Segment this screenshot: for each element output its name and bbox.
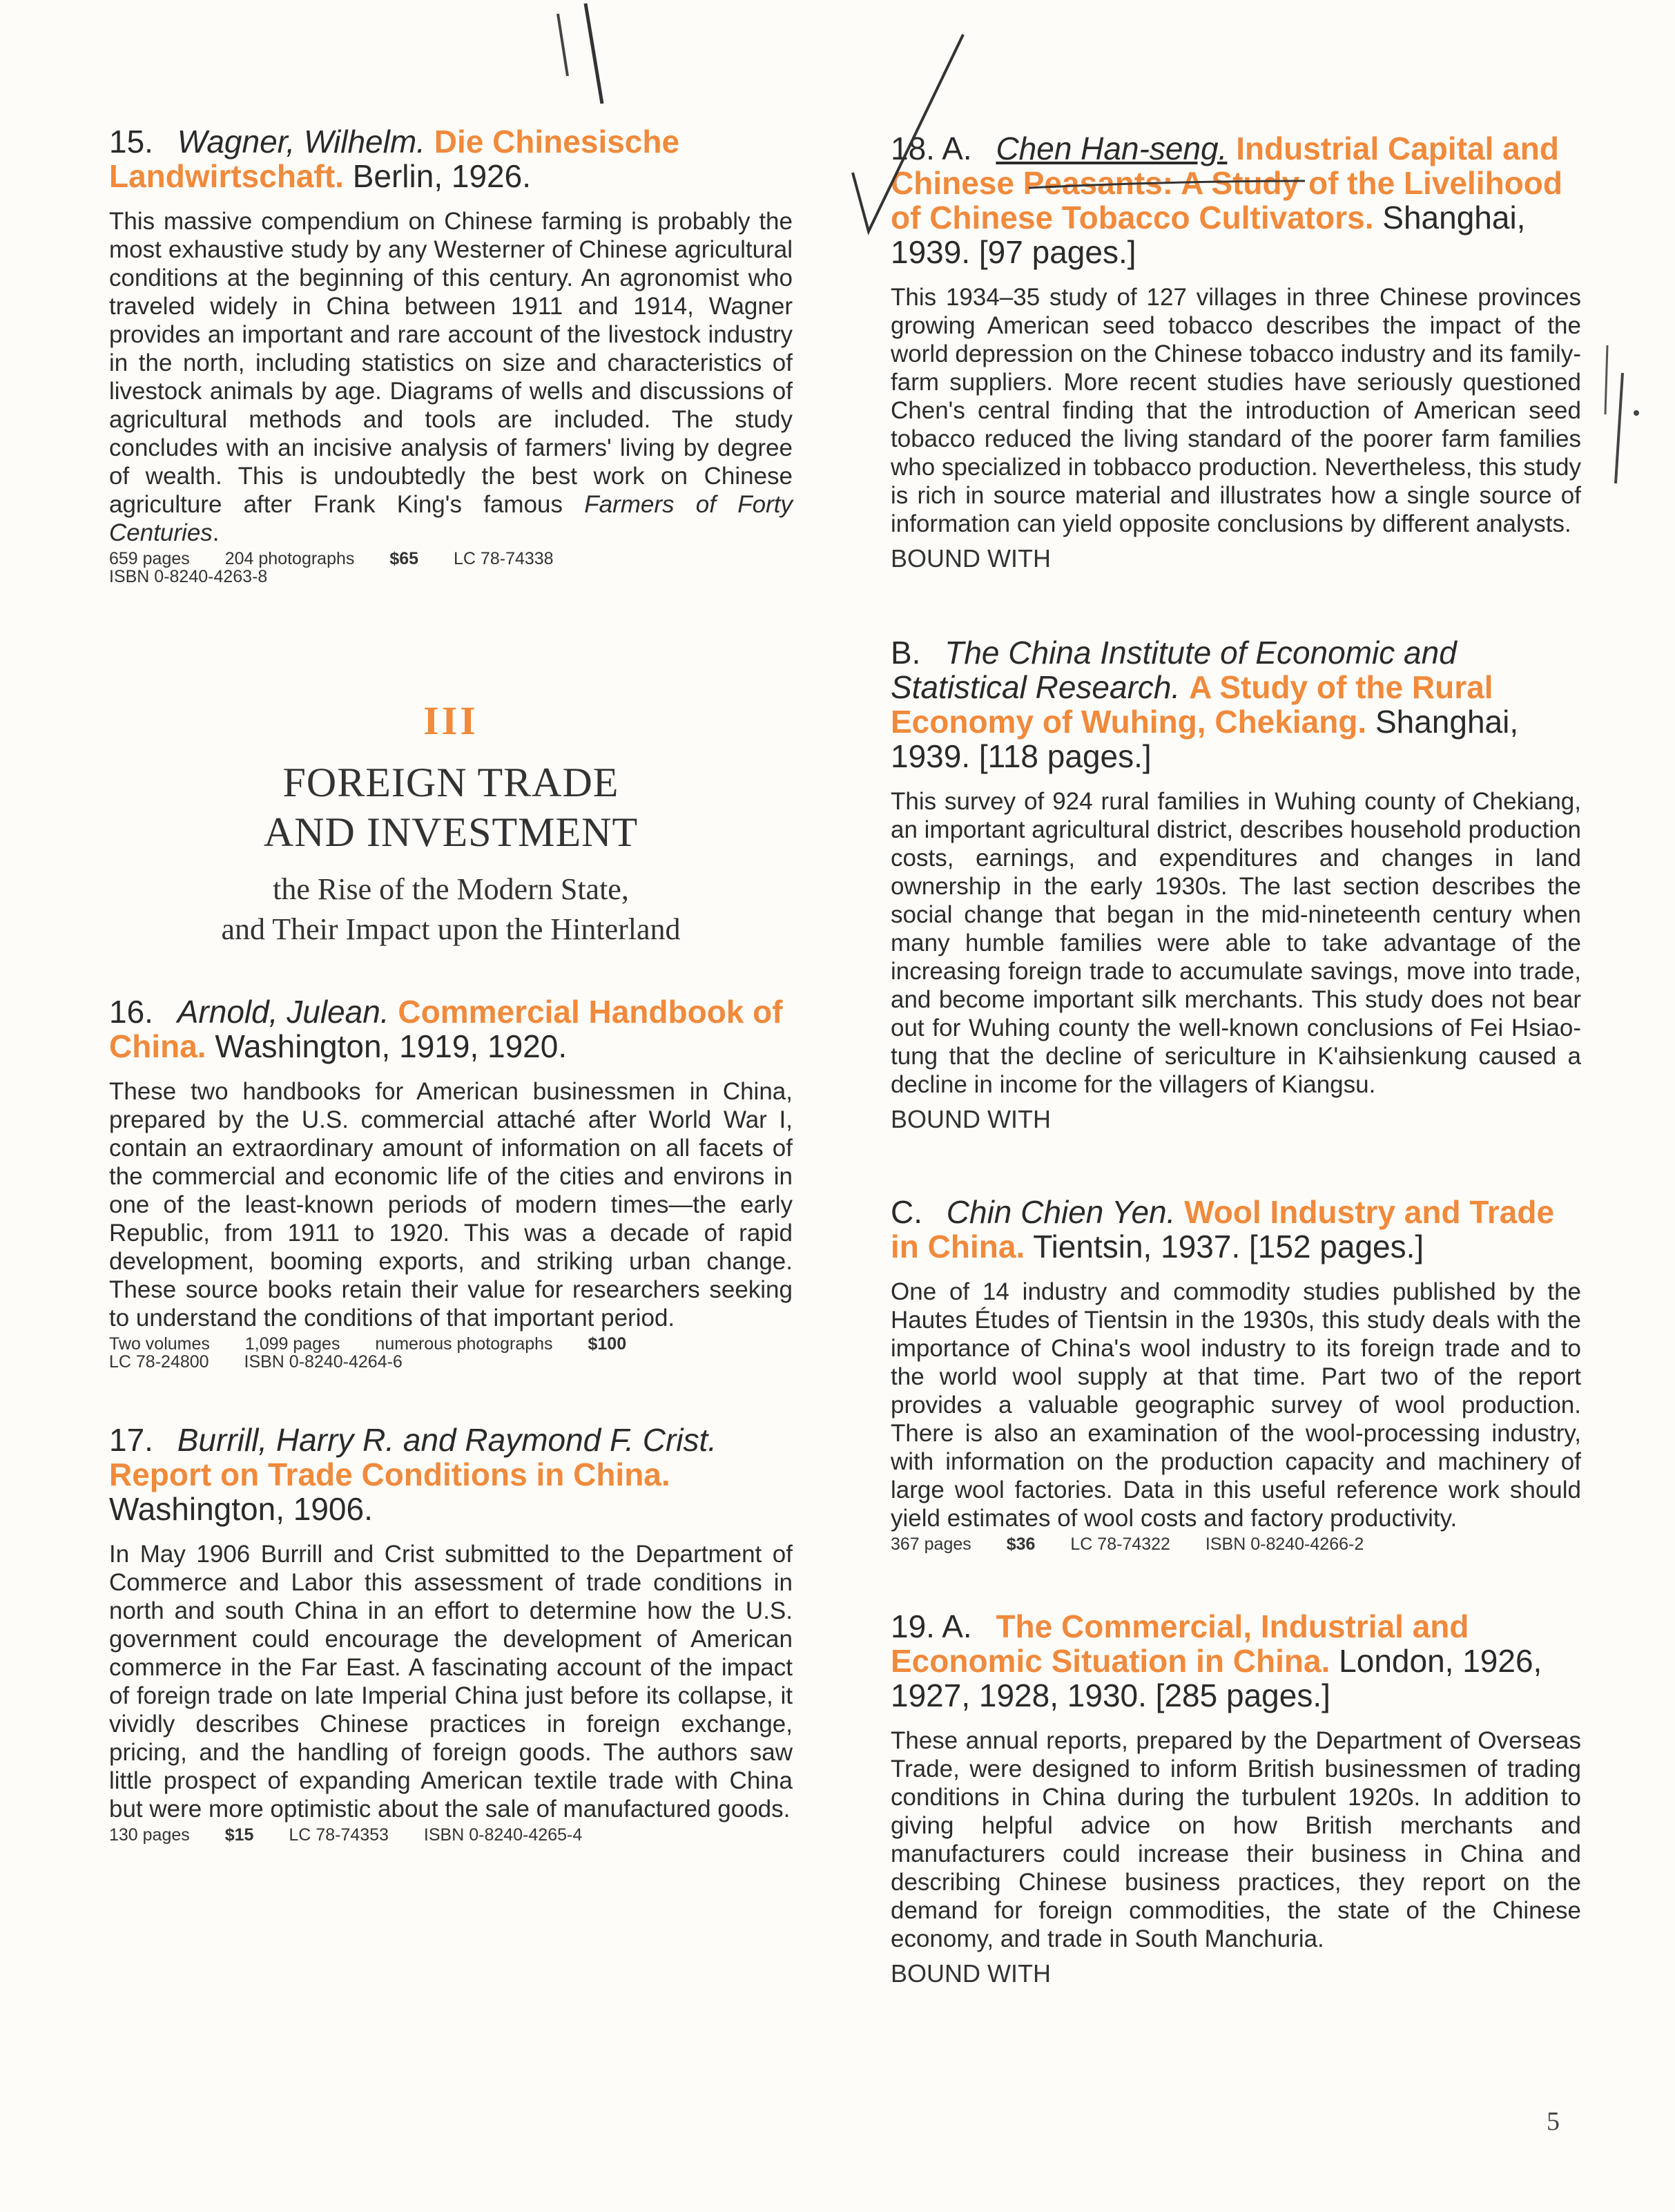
entry-19a <box>891 1609 1581 1988</box>
page-number: 5 <box>1547 2107 1560 2136</box>
price: $65 <box>389 549 419 568</box>
entry-heading <box>109 994 793 1064</box>
lc-number: LC 78-74338 <box>454 549 554 568</box>
entry-title: Commercial Handbook of China. <box>109 994 783 1064</box>
section-title: FOREIGN TRADE <box>282 760 619 805</box>
entry-description <box>109 207 793 547</box>
description-text: This massive compendium on Chinese farming is probably the most exhaustive study by any Westerner of Chinese agricultural conditions at the beginning of this century. An agronomist who traveled widely in China between 1911 and 1914, Wagner provides an important and rare account of the livestock industry in the north, including statistics on size and characteristics of livestock animals by age. Diagrams of wells and discussions of agricultural methods and tools are included. The study concludes with an incisive analysis of farmers' living by degree of wealth. This is undoubtedly the best work on Chinese agriculture after Frank King's famous <box>109 208 793 518</box>
entry-publication: Shanghai, 1939. [118 pages.] <box>891 704 1519 774</box>
entry-author: The China Institute of Economic and Statistical Research. <box>891 635 1457 705</box>
isbn: ISBN 0-8240-4263-8 <box>109 567 268 586</box>
entry-author: Burrill, Harry R. and Raymond F. Crist. <box>177 1422 717 1458</box>
entry-author: Chin Chien Yen. <box>946 1194 1176 1230</box>
section-subtitle: the Rise of the Modern State, <box>273 872 629 906</box>
isbn: ISBN 0-8240-4266-2 <box>1205 1535 1364 1554</box>
entry-title: Report on Trade Conditions in China. <box>109 1456 670 1492</box>
isbn: ISBN 0-8240-4265-4 <box>423 1825 583 1845</box>
entry-heading <box>891 635 1581 773</box>
pencil-dot <box>1634 410 1639 416</box>
entry-title: A Study of the Rural Economy of Wuhing, Chekiang. <box>891 669 1493 740</box>
entry-meta <box>109 550 793 586</box>
page-count: 130 pages <box>109 1825 190 1845</box>
entry-publication: Washington, 1906. <box>109 1491 373 1527</box>
bound-with-label: BOUND WITH <box>891 544 1051 573</box>
price: $100 <box>588 1334 627 1354</box>
entry-number: B. <box>891 635 921 671</box>
entry-heading <box>109 124 793 193</box>
pencil-stroke <box>585 3 602 104</box>
section-title: AND INVESTMENT <box>263 809 639 855</box>
section-number: III <box>423 698 478 743</box>
pencil-stroke <box>1616 373 1623 483</box>
entry-heading <box>109 1423 793 1526</box>
entry-number: 19. A. <box>891 1608 972 1644</box>
entry-description: This 1934–35 study of 127 villages in three Chinese provinces growing American seed tobacco describes the impact of the world depression on the Chinese tobacco industry and its family-farm suppliers. More recent studies have seriously questioned Chen's central finding that the introduction of American seed tobacco reduced the living standard of the poorer farm families who specialized in tobbacco production. Nevertheless, this study is rich in source material and illustrates how a single source of information can yield opposite conclusions by different analysts. <box>891 284 1581 537</box>
entry-meta <box>109 1335 793 1371</box>
description-end: . <box>212 519 220 546</box>
entry-title: Industrial Capital and Chinese Peasants: A Study of the Livelihood of Chinese Tobacco Cultivators. <box>891 131 1562 235</box>
entry-publication: Berlin, 1926. <box>352 158 531 194</box>
entry-number: 16. <box>109 994 153 1030</box>
entry-18a <box>891 131 1581 573</box>
entry-number: 17. <box>109 1422 153 1458</box>
price: $36 <box>1006 1535 1036 1554</box>
entry-heading <box>891 1609 1581 1713</box>
entry-description: These two handbooks for American businessmen in China, prepared by the U.S. commercial attaché after World War I, contain an extraordinary amount of information on all facets of the commercial and economic life of the cities and environs in one of the least-known periods of modern times—the early Republic, from 1911 to 1920. This was a decade of rapid development, booming exports, and striking urban change. These source books retain their value for researchers seeking to understand the conditions of that important period. <box>109 1078 793 1331</box>
entry-meta <box>891 1535 1581 1553</box>
entry-17 <box>109 1423 793 1844</box>
lc-number: LC 78-24800 <box>109 1352 209 1372</box>
price: $15 <box>224 1825 254 1845</box>
volume-count: Two volumes <box>109 1334 210 1354</box>
entry-publication: Shanghai, 1939. [97 pages.] <box>891 200 1526 270</box>
section-subtitle: and Their Impact upon the Hinterland <box>221 912 681 946</box>
pencil-stroke <box>1605 345 1607 414</box>
entry-number: C. <box>891 1194 922 1230</box>
entry-number: 18. A. <box>891 131 972 166</box>
entry-description: This survey of 924 rural families in Wuhing county of Chekiang, an important agricultural district, describes household production costs, earnings, and expenditures and changes in land ownership in the early 1930s. The last section describes the social change that began in the mid-nineteenth century when many humble families were able to take advantage of the increasing foreign trade to accumulate savings, move into trade, and become important silk merchants. This study does not bear out for Wuhing county the well-known conclusions of Fei Hsiao-tung that the decline of sericulture in K'aihsienkung caused a decline in income for the villagers of Kiangsu. <box>891 788 1581 1098</box>
entry-title: Die Chinesische Landwirtschaft. <box>109 124 680 194</box>
entry-18b <box>891 635 1581 1133</box>
isbn: ISBN 0-8240-4264-6 <box>244 1352 403 1372</box>
entry-title: Wool Industry and Trade in China. <box>891 1194 1555 1264</box>
section-heading <box>109 698 793 950</box>
entry-author: Wagner, Wilhelm. <box>177 124 425 160</box>
entry-heading <box>891 131 1581 269</box>
entry-description: These annual reports, prepared by the Department of Overseas Trade, were designed to inform British businessmen of trading conditions in China during the turbulent 1920s. In addition to giving helpful advice on how British merchants and manufacturers could increase their business in China and describing Chinese business practices, they report on the demand for foreign commodities, the state of the Chinese economy, and trade in South Manchuria. <box>891 1727 1581 1952</box>
bound-with-label: BOUND WITH <box>891 1105 1051 1133</box>
page-count: 367 pages <box>891 1535 971 1554</box>
lc-number: LC 78-74322 <box>1070 1535 1170 1554</box>
entry-publication: London, 1926, 1927, 1928, 1930. [285 pages.] <box>891 1643 1542 1713</box>
entry-publication: Washington, 1919, 1920. <box>215 1028 568 1064</box>
entry-author: Chen Han-seng. <box>996 131 1228 166</box>
entry-title: The Commercial, Industrial and Economic Situation in China. <box>891 1608 1469 1679</box>
entry-18c <box>891 1195 1581 1553</box>
entry-heading <box>891 1195 1581 1264</box>
bound-with-label: BOUND WITH <box>891 1959 1051 1988</box>
entry-author: Arnold, Julean. <box>177 994 389 1030</box>
page-count: 659 pages <box>109 549 190 568</box>
entry-description: In May 1906 Burrill and Crist submitted to the Department of Commerce and Labor this assessment of trade conditions in north and south China in an effort to determine how the U.S. government could encourage the development of American commerce in the Far East. A fascinating account of the impact of foreign trade on late Imperial China just before its collapse, it vividly describes Chinese practices in foreign exchange, pricing, and the handling of foreign goods. The authors saw little prospect of expanding American textile trade with China but were more optimistic about the sale of manufactured goods. <box>109 1541 793 1823</box>
entry-publication: Tientsin, 1937. [152 pages.] <box>1033 1229 1424 1264</box>
cited-work: Farmers of Forty Centuries <box>109 491 793 546</box>
photo-count: 204 photographs <box>224 549 355 568</box>
entry-16 <box>109 994 793 1371</box>
pencil-stroke <box>558 14 568 76</box>
entry-meta <box>109 1826 793 1844</box>
entry-number: 15. <box>109 124 153 160</box>
lc-number: LC 78-74353 <box>289 1825 389 1845</box>
photo-count: numerous photographs <box>375 1334 553 1354</box>
entry-15 <box>109 124 793 586</box>
entry-description: One of 14 industry and commodity studies published by the Hautes Études of Tientsin in the 1930s, this study deals with the importance of China's wool industry to its foreign trade and to the world wool supply at that time. Part two of the report provides a valuable geographic survey of wool production. There is also an examination of the wool-processing industry, with information on the production capacity and machinery of large wool factories. Data in this useful reference work should yield estimates of wool costs and factory productivity. <box>891 1278 1581 1532</box>
page-count: 1,099 pages <box>244 1334 340 1354</box>
